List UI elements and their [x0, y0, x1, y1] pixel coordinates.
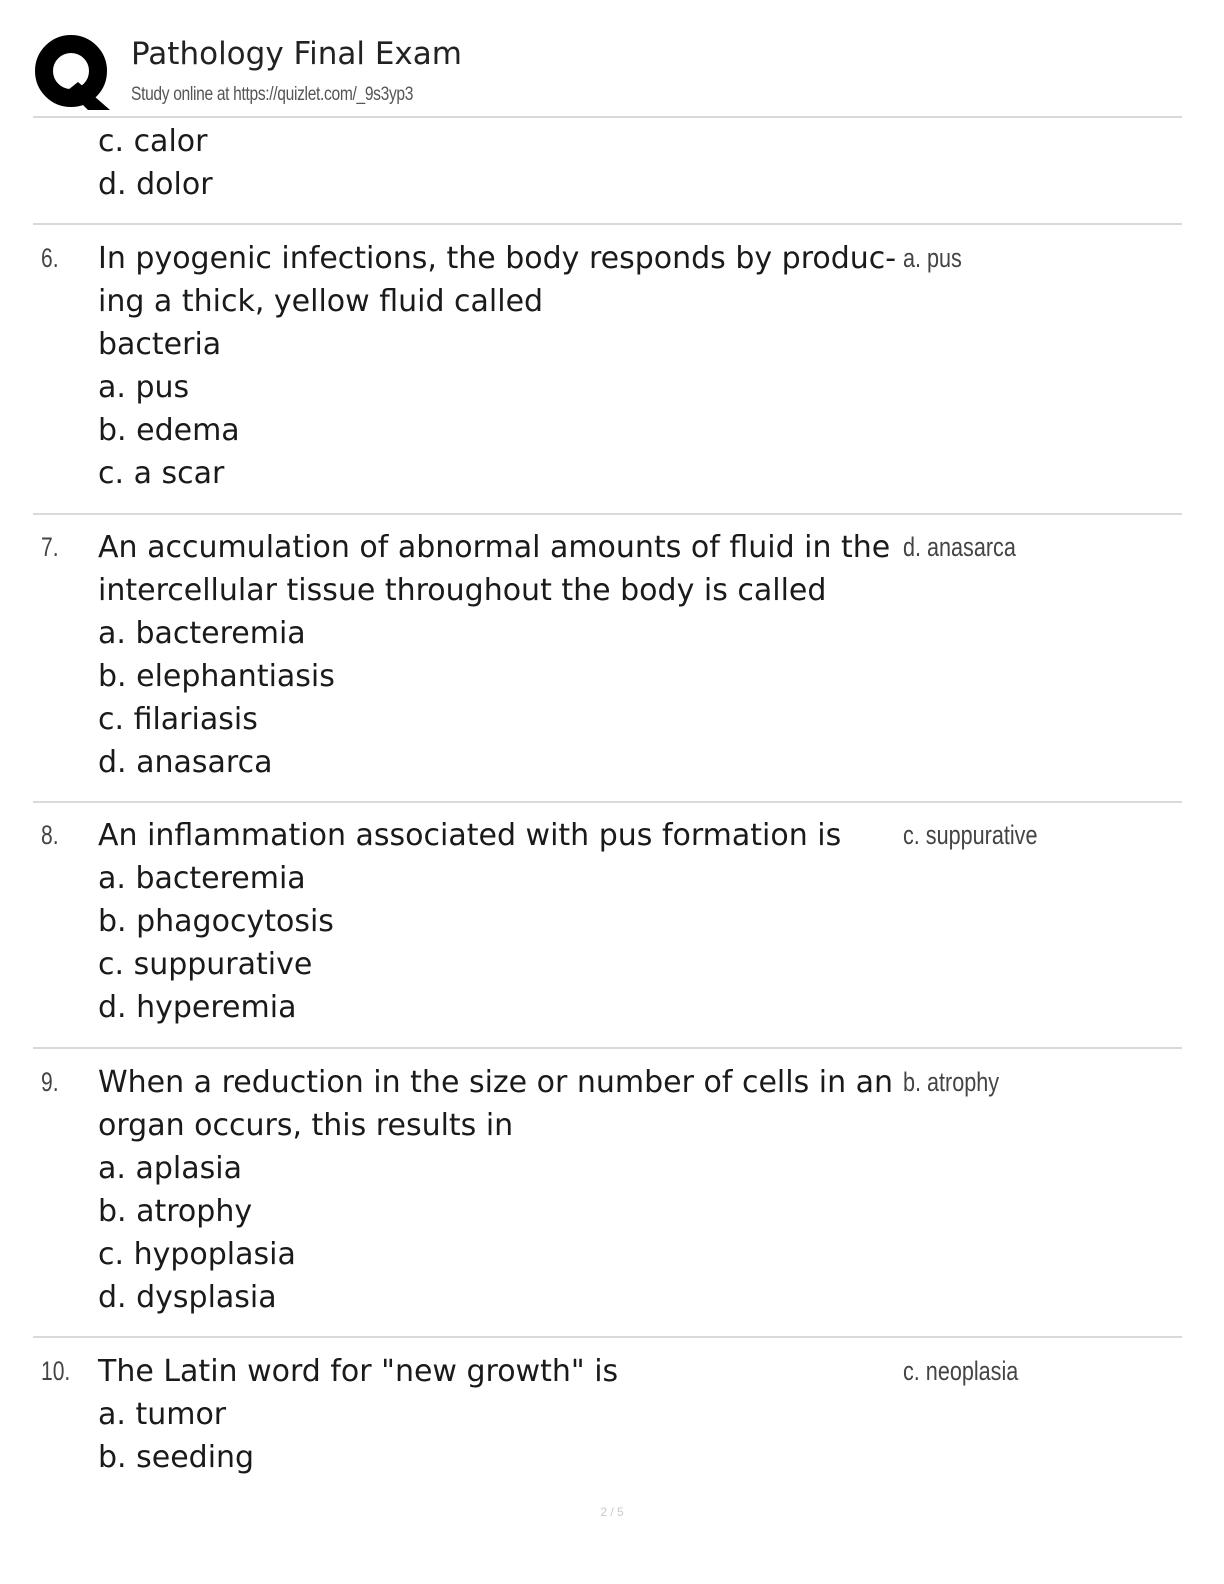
option-line: b. seeding — [98, 1440, 255, 1475]
option-line: a. pus — [98, 370, 190, 405]
continued-question-options — [98, 120, 213, 206]
question-text — [98, 1061, 894, 1319]
question-line: An accumulation of abnormal amounts of fluid in the — [98, 530, 891, 565]
option-line: b. phagocytosis — [98, 904, 334, 939]
question-line: In pyogenic infections, the body responds by produc- — [98, 241, 897, 276]
divider — [33, 513, 1182, 515]
question-text — [98, 1350, 888, 1479]
question-number: 6. — [41, 243, 59, 273]
option-line: c. hypoplasia — [98, 1237, 296, 1272]
option-line: d. dysplasia — [98, 1280, 277, 1315]
option-line: c. filariasis — [98, 702, 258, 737]
option-line: b. atrophy — [98, 1194, 253, 1229]
question-line: When a reduction in the size or number of cells in an — [98, 1065, 894, 1100]
option-line: a. bacteremia — [98, 616, 306, 651]
divider — [33, 223, 1182, 225]
question-line: An inflammation associated with pus formation is — [98, 818, 842, 853]
question-number: 8. — [41, 820, 59, 850]
quizlet-logo-icon — [34, 34, 112, 112]
option-line: c. suppurative — [98, 947, 313, 982]
question-number: 7. — [41, 532, 59, 562]
study-online-link[interactable]: Study online at https://quizlet.com/_9s3yp3 — [131, 84, 414, 105]
divider — [33, 1047, 1182, 1049]
option-line: a. bacteremia — [98, 861, 306, 896]
question-text — [98, 526, 891, 784]
option-line: d. anasarca — [98, 745, 273, 780]
question-line: ing a thick, yellow fluid called — [98, 284, 544, 319]
page-number: 2 / 5 — [600, 1505, 624, 1519]
answer-text: d. anasarca — [903, 532, 1016, 562]
page-header — [34, 30, 1182, 116]
question-line: intercellular tissue throughout the body is called — [98, 573, 827, 608]
option-line: a. aplasia — [98, 1151, 242, 1186]
question-text — [98, 237, 897, 495]
option-line: d. dolor — [98, 167, 213, 202]
option-line: a. tumor — [98, 1397, 227, 1432]
question-line: The Latin word for "new growth" is — [98, 1354, 619, 1389]
option-line: b. elephantiasis — [98, 659, 335, 694]
divider — [33, 1336, 1182, 1338]
divider — [33, 801, 1182, 803]
question-number: 10. — [41, 1356, 71, 1386]
option-line: c. a scar — [98, 456, 225, 491]
page-title: Pathology Final Exam — [131, 36, 462, 72]
answer-text: a. pus — [903, 243, 962, 273]
answer-text: c. neoplasia — [903, 1356, 1019, 1386]
option-line: c. calor — [98, 124, 208, 159]
question-line: organ occurs, this results in — [98, 1108, 514, 1143]
answer-text: c. suppurative — [903, 820, 1038, 850]
question-text — [98, 814, 888, 1029]
question-line: bacteria — [98, 327, 222, 362]
option-line: b. edema — [98, 413, 240, 448]
question-number: 9. — [41, 1067, 59, 1097]
option-line: d. hyperemia — [98, 990, 297, 1025]
answer-text: b. atrophy — [903, 1067, 1000, 1097]
divider — [33, 116, 1182, 118]
